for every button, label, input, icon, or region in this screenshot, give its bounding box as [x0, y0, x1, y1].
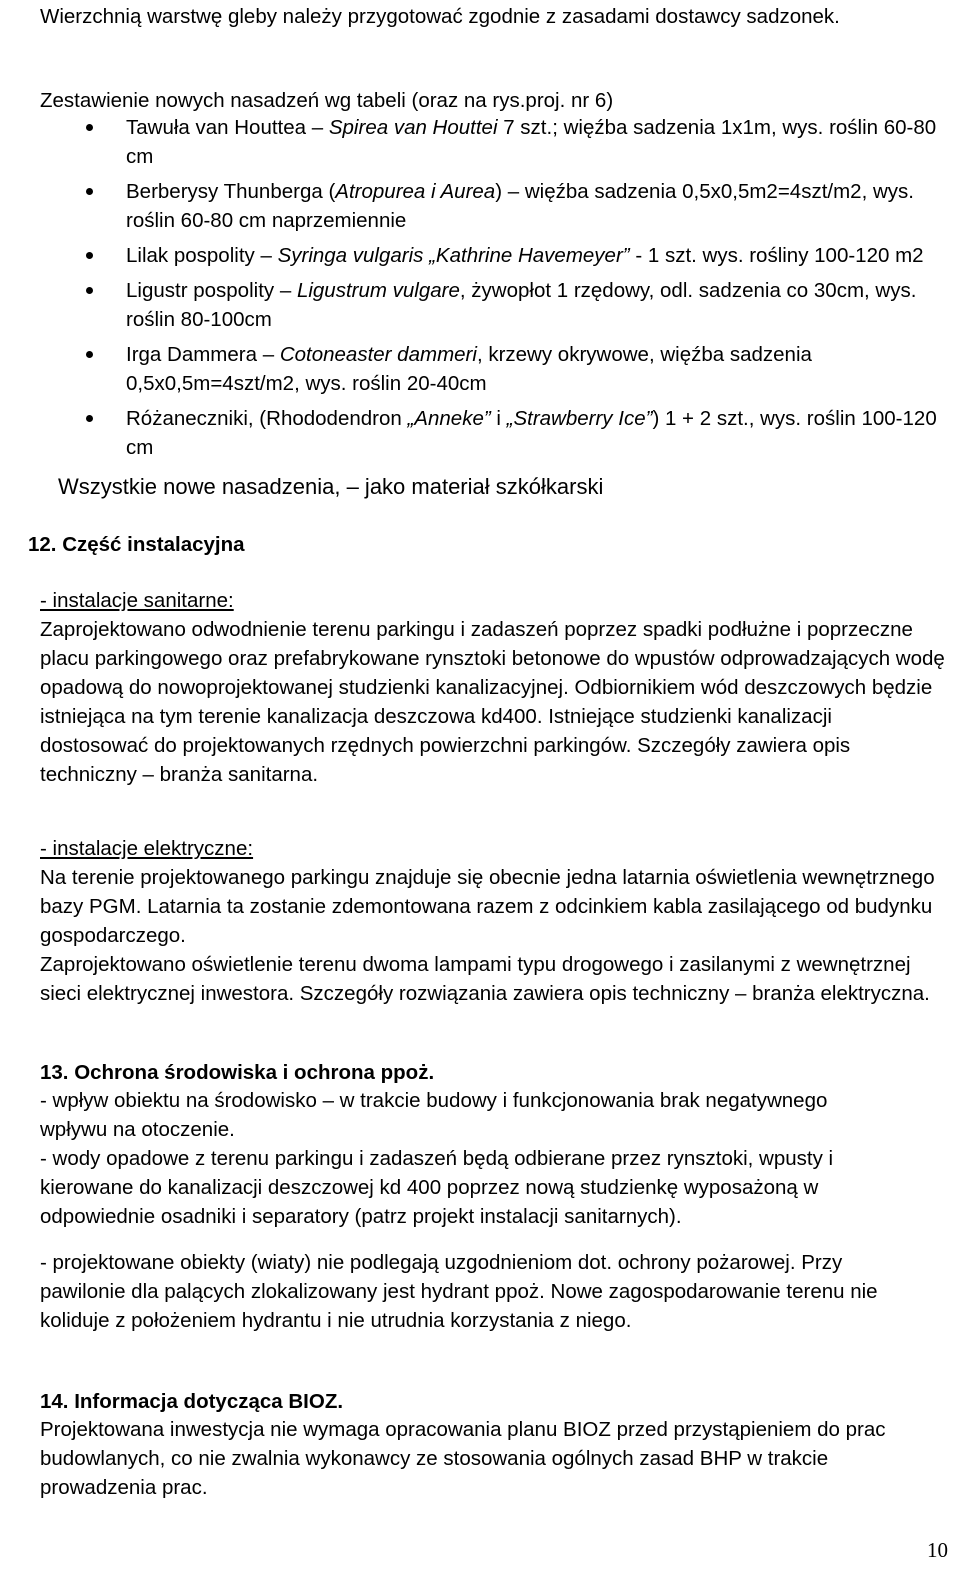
section-13-paragraph-1: - wpływ obiektu na środowisko – w trakcie budowy i funkcjonowania brak negatywnego wpływu na otoczenie.: [40, 1089, 834, 1141]
section-14-heading: 14. Informacja dotycząca BIOZ.: [40, 1390, 344, 1413]
electric-label: - instalacje elektryczne:: [40, 837, 254, 860]
section-13-paragraph-3: - projektowane obiekty (wiaty) nie podlegają uzgodnieniom dot. ochrony pożarowej. Przy pawilonie dla palących zlokalizowany jest hydrant ppoż. Nowe zagospodarowanie terenu nie koliduje z położeniem hydrantu i nie utrudnia korzystania z niego.: [40, 1251, 884, 1332]
list-item: Lilak pospolity – Syringa vulgaris „Kathrine Havemeyer” - 1 szt. wys. rośliny 100-120 m2: [126, 241, 960, 270]
list-item: Tawuła van Houttea – Spirea van Houttei 7 szt.; więźba sadzenia 1x1m, wys. roślin 60-80 cm: [126, 113, 960, 171]
list-item: Berberysy Thunberga (Atropurea i Aurea) – więźba sadzenia 0,5x0,5m2=4szt/m2, wys. roślin 60-80 cm naprzemiennie: [126, 177, 960, 235]
list-item: Ligustr pospolity – Ligustrum vulgare, żywopłot 1 rzędowy, odl. sadzenia co 30cm, wys. roślin 80-100cm: [126, 276, 960, 334]
list-item: Różaneczniki, (Rhododendron „Anneke” i „Strawberry Ice”) 1 + 2 szt., wys. roślin 100-120 cm: [126, 404, 960, 462]
section-12-heading: 12. Część instalacyjna: [28, 533, 245, 556]
sanitary-paragraph: Zaprojektowano odwodnienie terenu parkingu i zadaszeń poprzez spadki podłużne i poprzeczne placu parkingowego oraz prefabrykowane rynsztoki betonowe do wpustów odprowadzających wodę opadową do nowoprojektowanej studzienki kanalizacyjnej. Odbiornikiem wód deszczowych będzie istniejąca na tym terenie kanalizacja deszczowa kd400. Istniejące studzienki kanalizacji dostosować do projektowanych rzędnych powierzchni parkingów. Szczegóły zawiera opis techniczny – branża sanitarna.: [40, 618, 951, 786]
plant-list: [40, 113, 960, 468]
section-13-heading: 13. Ochrona środowiska i ochrona ppoż.: [40, 1061, 435, 1084]
electric-paragraph-1: Na terenie projektowanego parkingu znajduje się obecnie jedna latarnia oświetlenia wewnętrznego bazy PGM. Latarnia ta zostanie zdemontowana razem z odcinkiem kabla zasilającego od budynku gospodarczego.: [40, 866, 941, 947]
nursery-note: Wszystkie nowe nasadzenia, – jako materiał szkółkarski: [58, 474, 604, 499]
plant-list-title: Zestawienie nowych nasadzeń wg tabeli (oraz na rys.proj. nr 6): [40, 89, 614, 112]
list-item: Irga Dammera – Cotoneaster dammeri, krzewy okrywowe, więźba sadzenia 0,5x0,5m=4szt/m2, wys. roślin 20-40cm: [126, 340, 960, 398]
intro-paragraph: Wierzchnią warstwę gleby należy przygotować zgodnie z zasadami dostawcy sadzonek.: [40, 5, 840, 28]
electric-paragraph-2: Zaprojektowano oświetlenie terenu dwoma lampami typu drogowego i zasilanymi z wewnętrznej sieci elektrycznej inwestora. Szczegóły rozwiązania zawiera opis techniczny – branża elektryczna.: [40, 953, 930, 1005]
sanitary-label: - instalacje sanitarne:: [40, 589, 234, 612]
section-13-paragraph-2: - wody opadowe z terenu parkingu i zadaszeń będą odbierane przez rynsztoki, wpusty i kierowane do kanalizacji deszczowej kd 400 poprzez nową studzienkę wyposażoną w odpowiednie osadniki i separatory (patrz projekt instalacji sanitarnych).: [40, 1147, 839, 1228]
section-14-paragraph: Projektowana inwestycja nie wymaga opracowania planu BIOZ przed przystąpieniem do prac budowlanych, co nie zwalnia wykonawcy ze stosowania ogólnych zasad BHP w trakcie prowadzenia prac.: [40, 1418, 892, 1499]
page-number: 10: [927, 1538, 948, 1562]
